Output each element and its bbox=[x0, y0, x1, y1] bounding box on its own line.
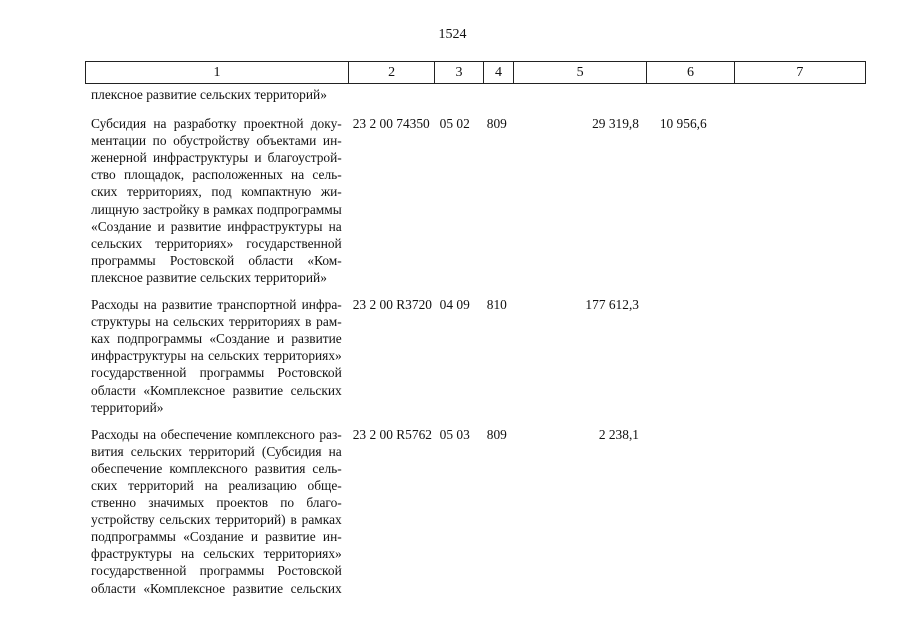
description-line: ственно значимых проектов по благо- bbox=[91, 495, 342, 511]
description-line: лищную застройку в рамках подпрограммы bbox=[91, 201, 342, 217]
row-amount-6: 10 956,6 bbox=[659, 116, 707, 132]
table-row-continuation bbox=[85, 86, 866, 103]
description-line: области «Комплексное развитие сельских bbox=[91, 382, 342, 398]
row-section: 05 02 bbox=[439, 116, 470, 132]
table-body bbox=[85, 86, 866, 597]
description-line: государственной программы Ростовской bbox=[91, 563, 342, 579]
description-line: обеспечение комплексного развития сель- bbox=[91, 460, 342, 476]
row-code: 23 2 00 74350 bbox=[352, 116, 430, 132]
description-line: ских территориях, под компактную жи- bbox=[91, 184, 342, 200]
description-line: Субсидия на разработку проектной доку- bbox=[91, 116, 342, 132]
description-line: Расходы на развитие транспортной инфра- bbox=[91, 297, 342, 313]
row-amount-5: 29 319,8 bbox=[592, 116, 639, 132]
description-line: сельских территориях» государственной bbox=[91, 235, 342, 251]
row-section: 04 09 bbox=[439, 297, 470, 313]
row-code: 23 2 00 R3720 bbox=[352, 297, 432, 313]
description-line: программы Ростовской области «Ком- bbox=[91, 252, 342, 268]
row-section: 05 03 bbox=[439, 426, 470, 442]
header-col-3: 3 bbox=[435, 62, 484, 83]
row-amount-7 bbox=[737, 115, 866, 286]
row-description bbox=[85, 296, 348, 416]
row-type: 809 bbox=[486, 426, 507, 442]
description-line: области «Комплексное развитие сельских bbox=[91, 580, 342, 596]
description-line: ках подпрограммы «Создание и развитие bbox=[91, 331, 342, 347]
row-amount-6 bbox=[646, 296, 737, 416]
table-row bbox=[85, 115, 866, 286]
header-col-5: 5 bbox=[514, 62, 647, 83]
description-line: женерной инфраструктуры и благоустрой- bbox=[91, 150, 342, 166]
table-row bbox=[85, 426, 866, 597]
row-description bbox=[85, 115, 348, 286]
header-col-1: 1 bbox=[86, 62, 349, 83]
row-amount-7 bbox=[737, 296, 866, 416]
row-amount-7 bbox=[737, 426, 866, 597]
description-line: ских территорий на реализацию обще- bbox=[91, 477, 342, 493]
header-col-2: 2 bbox=[349, 62, 435, 83]
page-number: 1524 bbox=[438, 27, 467, 42]
row-type: 810 bbox=[486, 297, 507, 313]
header-col-7: 7 bbox=[796, 65, 804, 80]
description-line: вития сельских территорий (Субсидия на bbox=[91, 443, 342, 459]
row-description bbox=[85, 426, 348, 597]
description-line: плексное развитие сельских территорий» bbox=[91, 87, 327, 102]
description-line: государственной программы Ростовской bbox=[91, 365, 342, 381]
description-line: плексное развитие сельских территорий» bbox=[91, 269, 327, 285]
header-col-4: 4 bbox=[484, 62, 514, 83]
description-line: ментации по обустройству объектами ин- bbox=[91, 133, 342, 149]
table-row bbox=[85, 296, 866, 416]
row-code: 23 2 00 R5762 bbox=[352, 426, 432, 442]
description-line: структуры на сельских территориях в рам- bbox=[91, 314, 342, 330]
description-line: фраструктуры на сельских территориях» bbox=[91, 546, 342, 562]
description-line: территорий» bbox=[91, 399, 164, 415]
row-type: 809 bbox=[486, 116, 507, 132]
description-line: устройству сельских территорий) в рамках bbox=[91, 512, 342, 528]
description-line: Расходы на обеспечение комплексного раз- bbox=[91, 426, 342, 442]
description-line: «Создание и развитие инфраструктуры на bbox=[91, 218, 342, 234]
header-col-6: 6 bbox=[647, 62, 735, 83]
row-amount-5: 177 612,3 bbox=[585, 297, 639, 313]
description-line: подпрограммы «Создание и развитие ин- bbox=[91, 529, 342, 545]
description-line: инфраструктуры на сельских территориях» bbox=[91, 348, 342, 364]
row-amount-6 bbox=[646, 426, 737, 597]
row-description bbox=[85, 86, 382, 103]
table-header bbox=[85, 61, 866, 84]
description-line: ство площадок, расположенных на сель- bbox=[91, 167, 342, 183]
row-amount-5: 2 238,1 bbox=[598, 426, 639, 442]
